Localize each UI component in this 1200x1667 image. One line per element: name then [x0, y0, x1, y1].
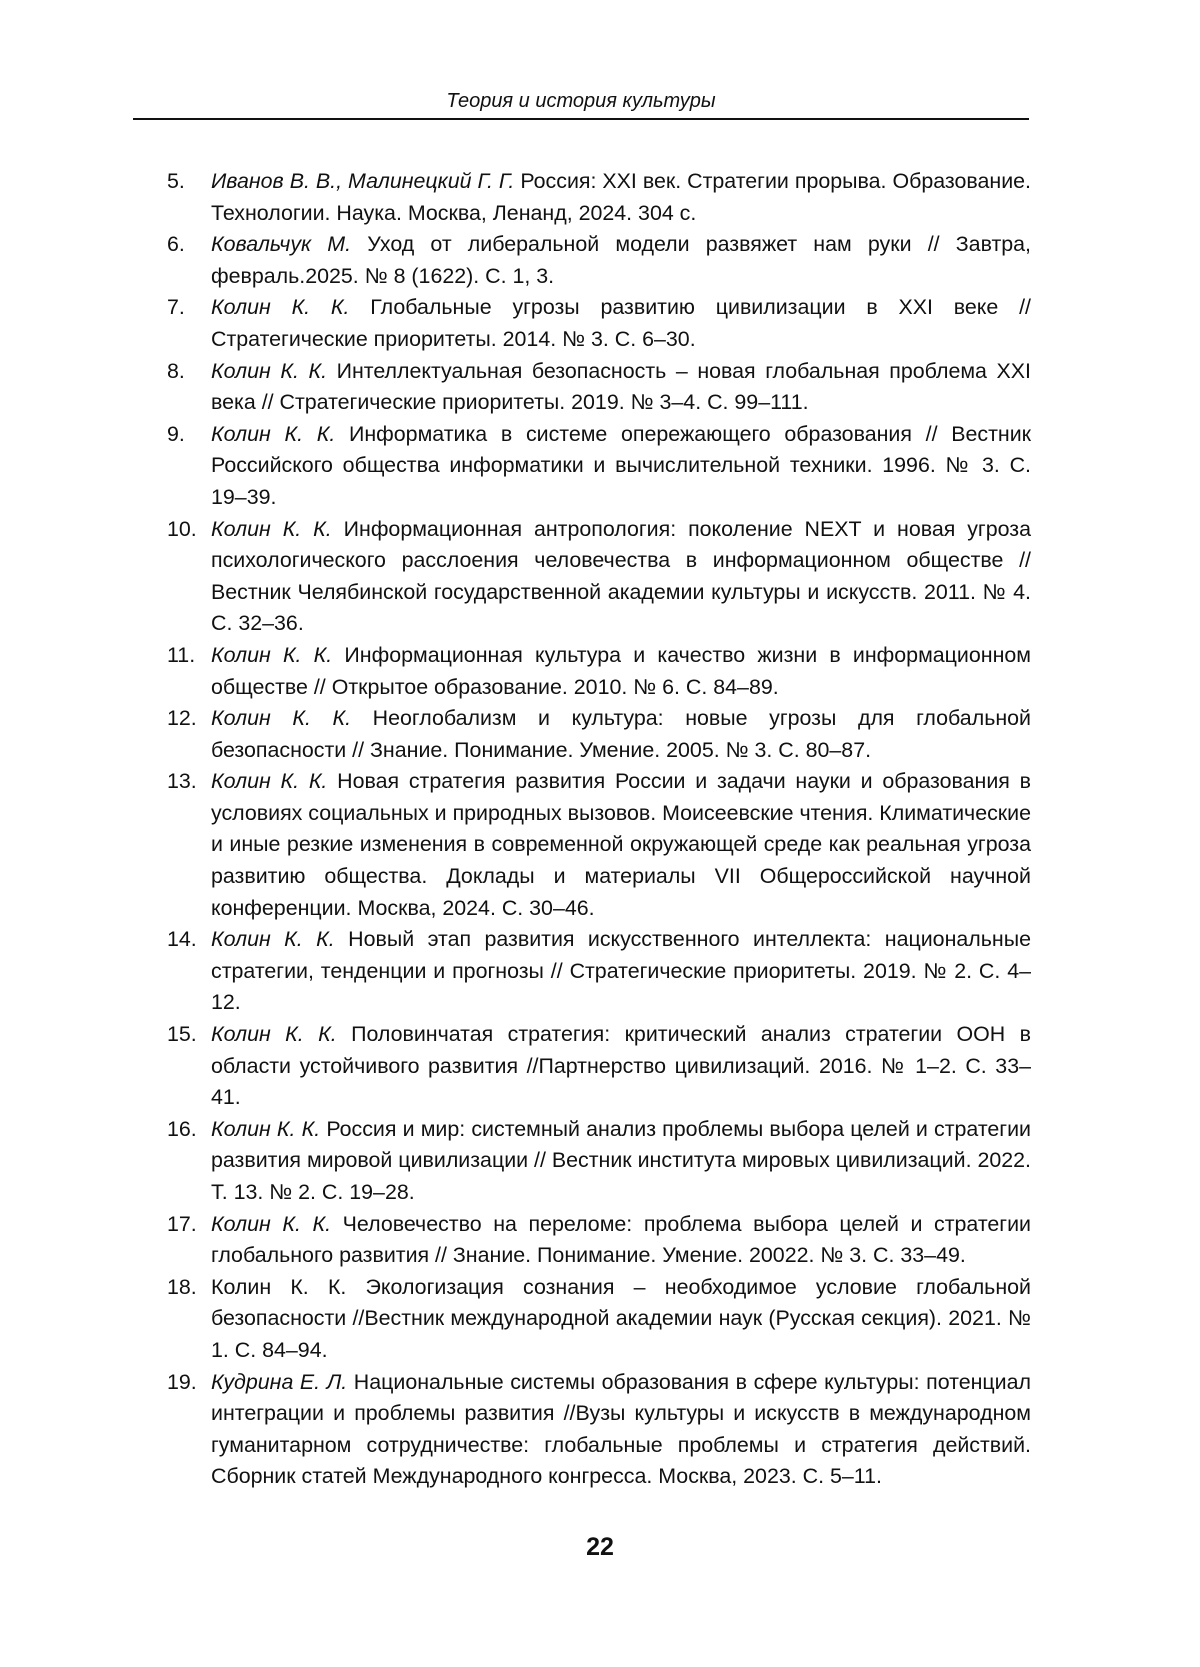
reference-item: [167, 640, 1031, 703]
reference-author: Колин К. К.: [211, 642, 333, 667]
reference-author: Колин К. К.: [211, 927, 335, 952]
reference-item: [167, 703, 1031, 766]
reference-number: 19.: [167, 1369, 197, 1394]
reference-number: 8.: [167, 358, 185, 383]
reference-item: [167, 924, 1031, 1019]
reference-text: Россия и мир: системный анализ проблемы выбора целей и стратегии развития мировой цивилизации // Вестник института мировых цивилизаций. 2022. Т. 13. № 2. С. 19–28.: [211, 1116, 1031, 1204]
reference-author: Колин К. К.: [211, 421, 336, 446]
reference-text: Колин К. К. Экологизация сознания – необходимое условие глобальной безопасности //Вестник международной академии наук (Русская секция). 2021. № 1. С. 84–94.: [211, 1274, 1031, 1362]
reference-author: Колин К. К.: [211, 358, 328, 383]
reference-text: Информатика в системе опережающего образования // Вестник Российского общества информатики и вычислительной техники. 1996. № 3. С. 19–39.: [211, 421, 1031, 509]
reference-text: Новый этап развития искусственного интеллекта: национальные стратегии, тенденции и прогнозы // Стратегические приоритеты. 2019. № 2. С. 4–12.: [211, 927, 1032, 1015]
reference-author: Колин К. К.: [211, 516, 332, 541]
reference-text: Интеллектуальная безопасность – новая глобальная проблема XXI века // Стратегические приоритеты. 2019. № 3–4. С. 99–111.: [211, 358, 1032, 415]
reference-text: Информационная культура и качество жизни в информационном обществе // Открытое образование. 2010. № 6. С. 84–89.: [211, 642, 1032, 699]
reference-author: Колин К. К.: [211, 1211, 332, 1236]
reference-text: Информационная антропология: поколение NEXT и новая угроза психологического расслоения человечества в информационном обществе // Вестник Челябинской государственной академии культуры и искусств. 2011. № 4. С. 32–36.: [211, 516, 1031, 636]
reference-list: [167, 166, 1031, 1493]
reference-text: Новая стратегия развития России и задачи науки и образования в условиях социальных и природных вызовов. Моисеевские чтения. Климатические и иные резкие изменения в современной окружающей среде как реальная угроза развитию общества. Доклады и материалы VII Общероссийской научной конференции. Москва, 2024. С. 30–46.: [211, 769, 1031, 920]
reference-item: [167, 1272, 1031, 1367]
reference-item: [167, 166, 1031, 229]
reference-author: Колин К. К.: [211, 295, 350, 320]
running-head: Теория и история культуры: [446, 90, 716, 112]
reference-item: [167, 514, 1031, 640]
reference-number: 18.: [167, 1274, 197, 1299]
reference-text: Человечество на переломе: проблема выбора целей и стратегии глобального развития // Знание. Понимание. Умение. 20022. № 3. С. 33–49.: [211, 1211, 1032, 1268]
reference-number: 16.: [167, 1116, 197, 1141]
reference-author: Колин К. К.: [211, 1116, 321, 1141]
reference-number: 10.: [167, 516, 197, 541]
reference-item: [167, 419, 1031, 514]
reference-item: [167, 1367, 1031, 1493]
reference-item: [167, 1209, 1031, 1272]
reference-author: Колин К. К.: [211, 706, 352, 731]
reference-number: 13.: [167, 769, 197, 794]
reference-item: [167, 1019, 1031, 1114]
reference-number: 17.: [167, 1211, 197, 1236]
reference-number: 7.: [167, 295, 185, 320]
reference-item: [167, 229, 1031, 292]
page-number: 22: [586, 1533, 614, 1561]
reference-text: Уход от либеральной модели развяжет нам руки // Завтра, февраль.2025. № 8 (1622). С. 1, 3.: [211, 232, 1031, 288]
reference-author: Колин К. К.: [211, 769, 328, 794]
reference-author: Кудрина Е. Л.: [211, 1369, 348, 1394]
reference-number: 5.: [167, 169, 185, 193]
reference-number: 14.: [167, 927, 197, 952]
reference-number: 12.: [167, 706, 197, 731]
reference-text: Национальные системы образования в сфере культуры: потенциал интеграции и проблемы развития //Вузы культуры и искусств в международном гуманитарном сотрудничестве: глобальные проблемы и стратегия действий. Сборник статей Международного конгресса. Москва, 2023. С. 5–11.: [211, 1369, 1031, 1489]
reference-number: 6.: [167, 232, 185, 257]
reference-author: Иванов В. В., Малинецкий Г. Г.: [211, 169, 515, 193]
reference-number: 11.: [167, 642, 196, 667]
reference-author: Ковальчук М.: [211, 232, 352, 257]
header-rule: [133, 118, 1029, 120]
reference-text: Половинчатая стратегия: критический анализ стратегии ООН в области устойчивого развития //Партнерство цивилизаций. 2016. № 1–2. С. 33–41.: [211, 1022, 1032, 1110]
reference-number: 15.: [167, 1022, 197, 1047]
reference-item: [167, 1114, 1031, 1209]
reference-item: [167, 356, 1031, 419]
reference-item: [167, 766, 1031, 924]
reference-text: Неоглобализм и культура: новые угрозы для глобальной безопасности // Знание. Понимание. Умение. 2005. № 3. С. 80–87.: [211, 706, 1031, 762]
reference-item: [167, 292, 1031, 355]
reference-author: Колин К. К.: [211, 1022, 337, 1047]
reference-text: Глобальные угрозы развитию цивилизации в XXI веке // Стратегические приоритеты. 2014. № 3. С. 6–30.: [211, 295, 1031, 351]
reference-number: 9.: [167, 421, 185, 446]
reference-text: Россия: XXI век. Стратегии прорыва. Образование. Технологии. Наука. Москва, Ленанд, 2024. 304 с.: [211, 169, 1031, 225]
